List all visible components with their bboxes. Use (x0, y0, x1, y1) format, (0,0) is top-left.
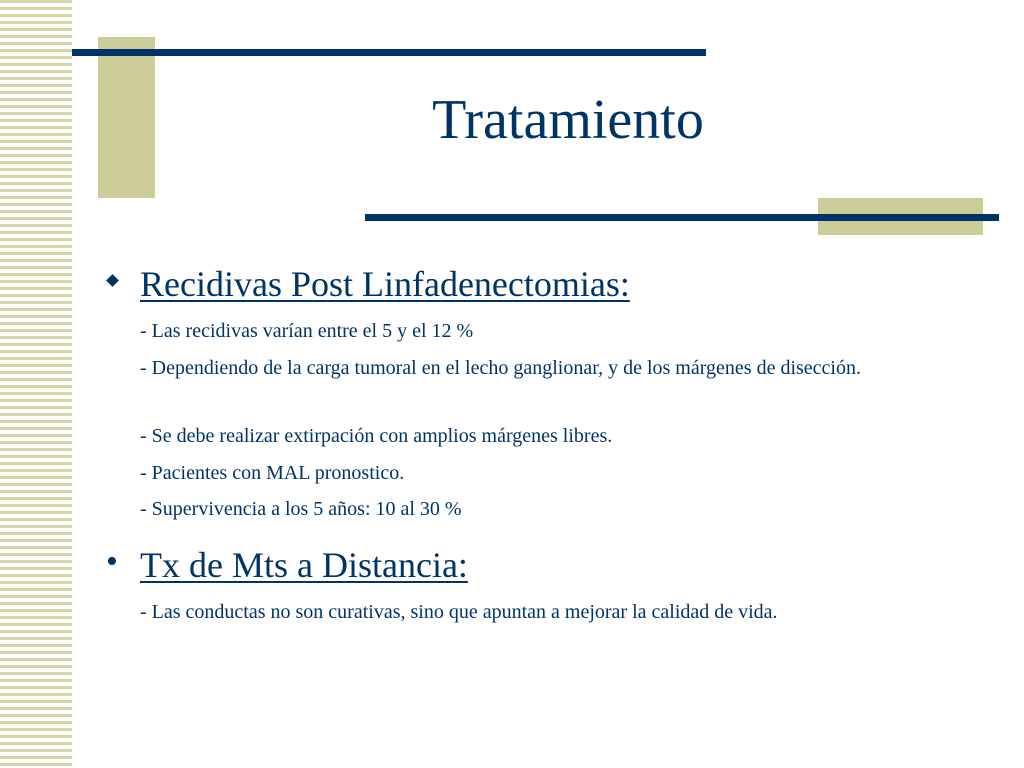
top-rule (72, 49, 706, 56)
diamond-bullet-icon (106, 274, 119, 287)
title-underline-rule (365, 214, 999, 221)
list-item: - Pacientes con MAL pronostico. (140, 462, 405, 484)
list-item: - Las recidivas varían entre el 5 y el 12 % (140, 320, 474, 342)
list-item: - Supervivencia a los 5 años: 10 al 30 % (140, 498, 462, 520)
section-heading-tx-distancia: Tx de Mts a Distancia: (140, 545, 468, 585)
list-item: - Las conductas no son curativas, sino que apuntan a mejorar la calidad de vida. (140, 601, 778, 623)
section-tx-distancia (104, 545, 468, 585)
section-recidivas (104, 264, 630, 304)
list-item: - Se debe realizar extirpación con amplios márgenes libres. (140, 425, 613, 447)
slide-title: Tratamiento (432, 89, 704, 151)
top-left-accent-block (98, 37, 155, 198)
dot-bullet-icon: • (106, 543, 118, 580)
list-item: - Dependiendo de la carga tumoral en el lecho ganglionar, y de los márgenes de disección. (140, 357, 861, 379)
left-stripe-decoration (0, 0, 72, 768)
section-heading-recidivas: Recidivas Post Linfadenectomias: (140, 264, 630, 304)
